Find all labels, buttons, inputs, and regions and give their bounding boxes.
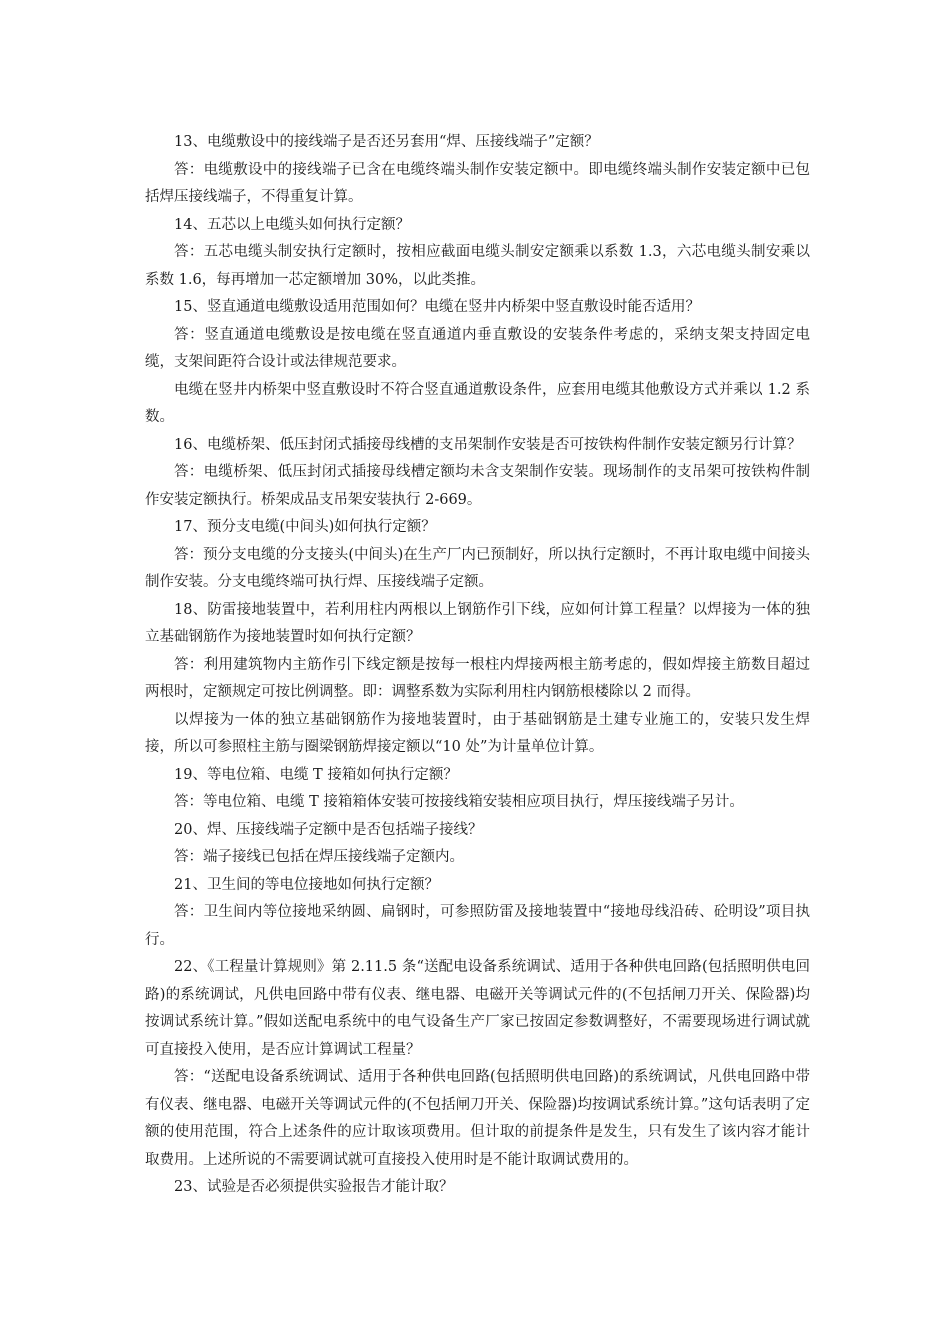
answer-18: 答：利用建筑物内主筋作引下线定额是按每一根柱内焊接两根主筋考虑的，假如焊接主筋数目超过两根时，定额规定可按比例调整。即：调整系数为实际利用柱内钢筋根楼除以 2 而得。 [145, 656, 810, 700]
answer-15-continued: 电缆在竖井内桥架中竖直敷设时不符合竖直通道敷设条件，应套用电缆其他敷设方式并乘以 1.2 系数。 [145, 381, 810, 425]
answer-13: 答：电缆敷设中的接线端子已含在电缆终端头制作安装定额中。即电缆终端头制作安装定额中已包括焊压接线端子，不得重复计算。 [145, 161, 810, 205]
answer-16: 答：电缆桥架、低压封闭式插接母线槽定额均未含支架制作安装。现场制作的支吊架可按铁构件制作安装定额执行。桥架成品支吊架安装执行 2-669。 [145, 464, 810, 508]
answer-18-continued: 以焊接为一体的独立基础钢筋作为接地装置时，由于基础钢筋是土建专业施工的，安装只发生焊接，所以可参照柱主筋与圈梁钢筋焊接定额以“10 处”为计量单位计算。 [145, 711, 810, 755]
question-18: 18、防雷接地装置中，若利用柱内两根以上钢筋作引下线，应如何计算工程量？以焊接为一体的独立基础钢筋作为接地装置时如何执行定额？ [145, 601, 810, 645]
question-16: 16、电缆桥架、低压封闭式插接母线槽的支吊架制作安装是否可按铁构件制作安装定额另行计算？ [174, 436, 802, 453]
answer-20: 答：端子接线已包括在焊压接线端子定额内。 [174, 849, 464, 865]
answer-21: 答：卫生间内等位接地采纳圆、扁钢时，可参照防雷及接地装置中“接地母线沿砖、砼明设”项目执行。 [145, 904, 810, 948]
question-21: 21、卫生间的等电位接地如何执行定额？ [174, 876, 439, 893]
question-23: 23、试验是否必须提供实验报告才能计取？ [174, 1179, 454, 1195]
answer-19: 答：等电位箱、电缆 T 接箱箱体安装可按接线箱安装相应项目执行，焊压接线端子另计。 [174, 794, 744, 810]
document-body [145, 129, 810, 1202]
question-20: 20、焊、压接线端子定额中是否包括端子接线？ [174, 821, 483, 838]
question-17: 17、预分支电缆(中间头)如何执行定额？ [174, 519, 436, 535]
question-13: 13、电缆敷设中的接线端子是否还另套用“焊、压接线端子”定额？ [174, 134, 599, 150]
question-14: 14、五芯以上电缆头如何执行定额？ [174, 216, 410, 233]
question-19: 19、等电位箱、电缆 T 接箱如何执行定额？ [174, 766, 458, 783]
question-15: 15、竖直通道电缆敷设适用范围如何？电缆在竖井内桥架中竖直敷设时能否适用？ [174, 299, 700, 315]
question-22: 22、《工程量计算规则》第 2.11.5 条“送配电设备系统调试、适用于各种供电回路(包括照明供电回路)的系统调试，凡供电回路中带有仪表、继电器、电磁开关等调试元件的(不包括闸刀开关、保险器)均按调试系统计算。”假如送配电系统中的电气设备生产厂家已按固定参数调整好，不需要现场进行调试就可直接投入使用，是否应计算调试工程量？ [145, 959, 810, 1058]
answer-22: 答：“送配电设备系统调试、适用于各种供电回路(包括照明供电回路)的系统调试，凡供电回路中带有仪表、继电器、电磁开关等调试元件的(不包括闸刀开关、保险器)均按调试系统计算。”这句话表明了定额的使用范围，符合上述条件的应计取该项费用。但计取的前提条件是发生，只有发生了该内容才能计取费用。上述所说的不需要调试就可直接投入使用时是不能计取调试费用的。 [145, 1069, 810, 1168]
answer-17: 答：预分支电缆的分支接头(中间头)在生产厂内已预制好，所以执行定额时，不再计取电缆中间接头制作安装。分支电缆终端可执行焊、压接线端子定额。 [145, 546, 810, 590]
answer-14: 答：五芯电缆头制安执行定额时，按相应截面电缆头制安定额乘以系数 1.3，六芯电缆头制安乘以系数 1.6，每再增加一芯定额增加 30%，以此类推。 [145, 244, 810, 288]
answer-15: 答：竖直通道电缆敷设是按电缆在竖直通道内垂直敷设的安装条件考虑的，采纳支架支持固定电缆，支架间距符合设计或法律规范要求。 [145, 326, 810, 370]
